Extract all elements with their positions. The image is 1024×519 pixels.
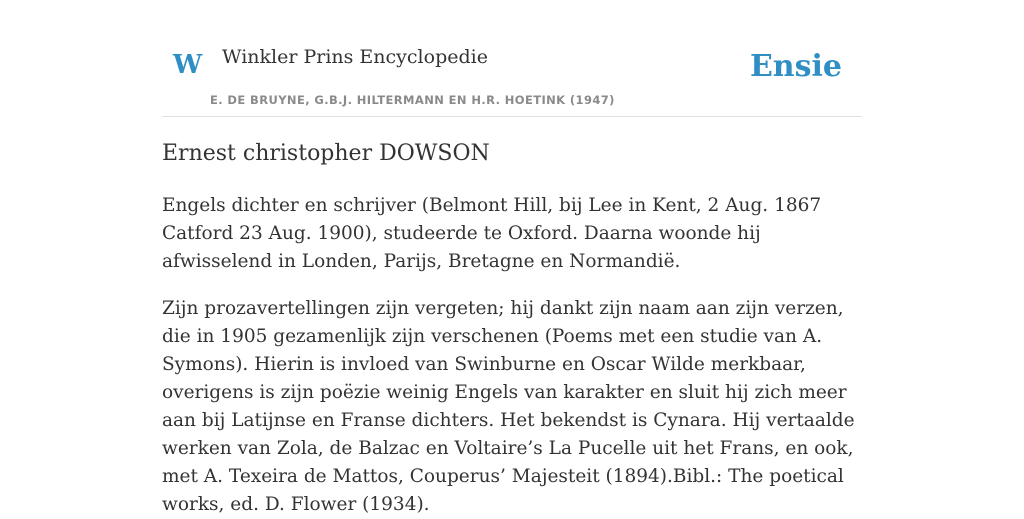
article-paragraph: Zijn prozavertellingen zijn vergeten; hij dankt zijn naam aan zijn verzen, die in 1905 gezamenlijk zijn verschenen (Poems met een studie van A. Symons). Hierin is invloed van Swinburne en Oscar Wilde merkbaar, overigens is zijn poëzie weinig Engels van karakter en sluit hij zich meer aan bij Latijnse en Franse dichters. Het bekendst is Cynara. Hij vertaalde werken van Zola, de Balzac en Voltaire’s La Pucelle uit het Frans, en ook, met A. Texeira de Mattos, Couperus’ Majesteit (1894).Bibl.: The poetical works, ed. D. Flower (1934).	[162, 298, 855, 515]
article-paragraph: Engels dichter en schrijver (Belmont Hill, bij Lee in Kent, 2 Aug. 1867 Catford 23 Aug. 1900), studeerde te Oxford. Daarna woonde hij afwisselend in Londen, Parijs, Bretagne en Normandië.	[162, 195, 822, 272]
source-header	[162, 0, 862, 117]
encyclopedia-card	[162, 0, 862, 515]
article-title: Ernest christopher DOWSON	[162, 141, 490, 166]
winkler-prins-logo: W	[173, 50, 203, 80]
source-title: Winkler Prins Encyclopedie	[222, 46, 488, 68]
ensie-logo: Ensie	[749, 49, 842, 84]
source-authors: E. DE BRUYNE, G.B.J. HILTERMANN EN H.R. HOETINK (1947)	[210, 93, 615, 107]
